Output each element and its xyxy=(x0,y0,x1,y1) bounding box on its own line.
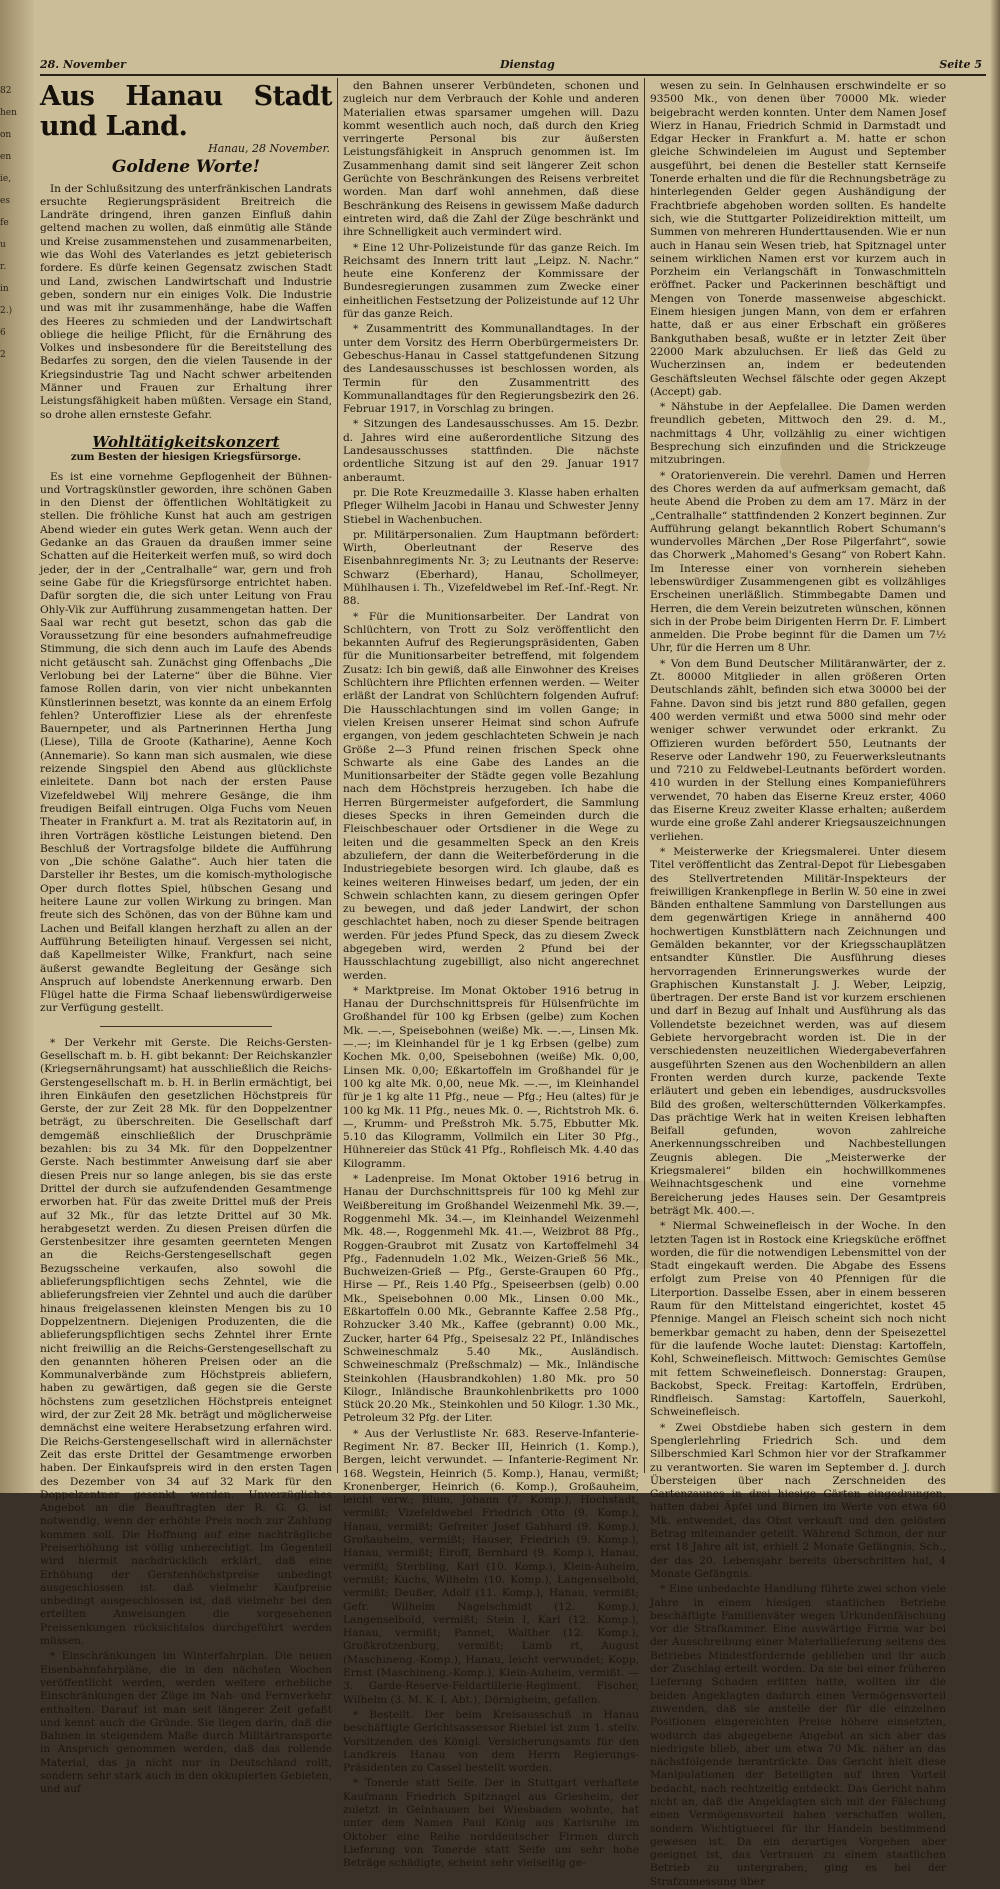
article-paragraph: * Nähstube in der Aepfelallee. Die Damen werden freundlich gebeten, Mittwoch den 29. d. M., nachmittags 4 Uhr, vollzählig zu einer wichtigen Besprechung sich einzufinden und die Strickzeuge mitzubringen. xyxy=(650,401,946,467)
header-page-number: Seite 5 xyxy=(939,58,982,71)
article-paragraph: * Oratorienverein. Die verehrl. Damen und Herren des Chores werden da auf aufmerksam gemacht, daß heute Abend die Proben zu dem am 17. März in der „Centralhalle“ stattfindenden 2 Konzert beginnen. Zur Aufführung gelangt bekanntlich Robert Schumann's wundervolles Märchen „Der Rose Pilgerfahrt“, sowie das Chorwerk „Mahomed's Gesang“ von Robert Kahn. Im Interesse einer von vornherein sieheben lebenswürdiger Zusammengenen gibt es vollzähliges Erscheinen unerläßlich. Stimmbegabte Damen und Herren, die dem Verein beizutreten wünschen, können sich in der Probe beim Dirigenten Herrn Dr. F. Limbert anmelden. Die Probe beginnt für die Damen um 7½ Uhr, für die Herren um 8 Uhr. xyxy=(650,469,947,655)
article-paragraph: * Einschränkungen im Winterfahrplan. Die neuen Eisenbahnfahrpläne, die in den nächsten Wochen veröffentlicht werden, werden weitere erhebliche Einschränkungen der Züge im Nah- und Fernverkehr enthalten. Darauf ist man seit längerer Zeit gefaßt und kennt auch die Gründe. Sie liegen darin, daß die Bahnen in steigendem Maße durch Militärtransporte in Anspruch genommen werden, daß das rollende Material, das ja nicht nur in Deutschland rollt, sondern sehr stark auch in den okkupierten Gebieten, und auf xyxy=(40,1650,332,1796)
article-paragraph: In der Schlußsitzung des unterfränkischen Landrats ersuchte Regierungspräsident Breitreich die Landräte dringend, ihren ganzen Einfluß dahin geltend machen zu wollen, daß einmütig alle Stände und Kreise zusammenstehen und zusammenarbeiten, wie das Wohl des Vaterlandes es jetzt gebieterisch fordere. Es dürfe keinen Gegensatz zwischen Stadt und Land, zwischen Landwirtschaft und Industrie geben, sondern nur ein einiges Volk. Die Industrie und was mit ihr zusammenhänge, habe die Waffen des Heeres zu schmieden und der Landwirtschaft obliege die heilige Pflicht, für die Ernährung des Volkes und insbesondere für die Bereitstellung des Bedarfes zu sorgen, den die vielen Tausende in der Kriegsindustrie Tag und Nacht schwer arbeitenden Männer und Frauen zur Erhaltung ihrer Leistungsfähigkeit haben müßten. Versage ein Stand, so drohe allen ernsteste Gefahr. xyxy=(40,182,332,421)
article-paragraph: * Meisterwerke der Kriegsmalerei. Unter diesem Titel veröffentlicht das Zentral-Depot für Liebesgaben des Stellvertretenden Militär-Inspekteurs der freiwilligen Krankenpflege in Berlin W. 50 eine in zwei Bänden enthaltene Sammlung von Darstellungen aus dem gegenwärtigen Kriege in annähernd 400 hochwertigen Kunstblättern nach Zeichnungen und Gemälden bekannter, vor der Kriegsschauplätzen entsandter Künstler. Die Ausführung dieses hervorragenden Erinnerungswerkes wurde der Graphischen Kunstanstalt J. J. Weber, Leipzig, übertragen. Der erste Band ist vor kurzem erschienen und darf in Bezug auf Inhalt und Ausführung als das Vollendetste bezeichnet werden, was auf diesem Gebiete hervorgebracht worden ist. Die in der verschiedensten neuzeitlichen Wiedergabeverfahren ausgeführten Szenen aus den Wochenbildern an allen Fronten werden durch kurze, packende Texte erläutert und geben ein lebendiges, ausdrucksvolles Bild des großen, welterschütternden Völkerkampfes. Das prächtige Werk hat in weiten Kreisen lebhaften Beifall gefunden, wovon zahlreiche Anerkennungsschreiben und Nachbestellungen Zeugnis ablegen. Die „Meisterwerke der Kriegsmalerei“ bilden ein hochwillkommenes Weihnachtsgeschenk und eine vornehme Bereicherung jedes Hauses sein. Der Gesamtpreis beträgt Mk. 400.—. xyxy=(650,845,946,1217)
article-paragraph: * Bestellt. Der beim Kreisausschuß in Hanau beschäftigte Gerichtsassessor Riebiel ist zum 1. stellv. Vorsitzenden des Königl. Versicherungsamts für den Landkreis Hanau von dem Herrn Regierungs-Präsidenten zu Cassel bestellt worden. xyxy=(343,1708,639,1775)
column-3 xyxy=(650,80,947,1888)
article-paragraph: * Marktpreise. Im Monat Oktober 1916 betrug in Hanau der Durchschnittspreis für Hülsenfrüchte im Großhandel für 100 kg Erbsen (gelbe) zum Kochen Mk. —.—, Speisebohnen (weiße) Mk. —.—, Linsen Mk. —.—; im Kleinhandel für je 1 kg Erbsen (gelbe) zum Kochen Mk. 0,00, Speisebohnen (weiße) Mk. 0,00, Linsen Mk. 0,00; Eßkartoffeln im Großhandel für je 100 kg alte Mk. 0,00, neue Mk. —.—, im Kleinhandel für je 1 kg alte 11 Pfg., neue — Pfg.; Heu (altes) für je 100 kg Mk. 11 Pfg., neues Mk. 0. —, Richtstroh Mk. 6.—, Krumm- und Preßstroh Mk. 5.75, Ebbutter Mk. 5.10 das Kilogramm, Vollmilch ein Liter 30 Pfg., Hühnereier das Stück 41 Pfg., Rohfleisch Mk. 4.40 das Kilogramm. xyxy=(343,984,639,1170)
article-paragraph: * Sitzungen des Landesausschusses. Am 15. Dezbr. d. Jahres wird eine außerordentliche Sitzung des Landesausschusses stattfinden. Die nächste ordentliche Sitzung ist auf den 29. Januar 1917 anberaumt. xyxy=(343,418,639,484)
header-date: 28. November xyxy=(40,58,126,71)
header-weekday: Dienstag xyxy=(500,58,555,71)
fragment-text: r. xyxy=(0,262,7,272)
fragment-text: ie, xyxy=(0,174,12,184)
article-paragraph: * Zusammentritt des Kommunallandtages. In der unter dem Vorsitz des Herrn Oberbürgermeisters Dr. Gebeschus-Hanau in Cassel stattgefundenen Sitzung des Landesausschusses ist beschlossen worden, als Termin für den Zusammentritt des Kommunallandtages für den Regierungsbezirk den 26. Februar 1917, in Vorschlag zu bringen. xyxy=(343,323,639,416)
article-paragraph: * Von dem Bund Deutscher Militäranwärter, der z. Zt. 80000 Mitglieder in allen größeren Orten Deutschlands zählt, befinden sich etwa 30000 bei der Fahne. Davon sind bis jetzt rund 880 gefallen, gegen 400 werden vermißt und etwa 5000 sind mehr oder weniger schwer verwundet oder erkrankt. Zu Offizieren wurden befördert 550, Leutnants der Reserve oder Landwehr 190, zu Feuerwerksleutnants und 7210 zu Feldwebel-Leutnants befördert worden. 410 wurden in der Stellung eines Kompanieführers verwendet, 70 haben das Eiserne Kreuz erster, 4060 das Eiserne Kreuz zweiter Klasse erhalten; außerdem wurde eine große Zahl anderer Kriegsauszeichnungen verliehen. xyxy=(650,657,946,843)
article-paragraph: * Aus der Verlustliste Nr. 683. Reserve-Infanterie-Regiment Nr. 87. Becker III, Heinrich (1. Komp.), Bergen, leicht verwundet. — Infanterie-Regiment Nr. 168. Wegstein, Heinrich (5. Komp.), Hanau, vermißt; Kronenberger, Heinrich (6. Komp.), Großauheim, leicht verw.; Blum, Johann (7. Komp.), Hochstadt, vermißt; Vizefeldwebel Friedrich Otto (9. Komp.), Hanau, vermißt; Gefreiter Josef Gabhard (9. Komp.), Großauheim, vermißt; Hauser, Friedrich (9. Komp.), Hanau, vermißt; Eiroff, Bernhard (9. Komp.), Hanau, vermißt; Sterbling, Karl (10. Komp.), Klein-Auheim, vermißt; Kuchs, Wilhelm (10. Komp.), Langenselbold, vermißt; Deußer, Adolf (11. Komp.), Hanau, vermißt; Gefr. Wilhelm Nagelschmidt (12. Komp.), Langenselbold, vermißt; Stein I, Karl (12. Komp.), Hanau, vermißt; Pannet, Walther (12. Komp.), Großkrotzenburg, vermißt; Lamb rt, August (Maschineng.-Komp.), Hanau, leicht verwundet; Kopp, Ernst (Maschineng.-Komp.), Klein-Auheim, vermißt. — 3. Garde-Reserve-Feldartillerie-Regiment. Fischer, Wilhelm (3. M. K. I. Abt.), Dörnigheim, gefallen. xyxy=(343,1427,639,1706)
article-paragraph: * Eine unbedachte Handlung führte zwei schon viele Jahre in einem hiesigen staatlichen Betriebe beschäftigte Familienväter wegen Urkundenfälschung vor die Strafkammer. Eine auswärtige Firma war bei der Ausschreibung einer Materiallieferung seitens des Betriebes Mindestfordernde geblieben und ihr auch der Zuschlag erteilt worden. Da sie bei einer früheren Lieferung Schaden erlitten hatte, wollten ihr die beiden Angeklagten dadurch einen Vermögensvorteil zuwenden, daß sie anstelle der für die einzelnen Positionen eingereichten Preise höhere einsetzten, wodurch das abgegebene Angebot an sich aber das niedrigste blieb, aber um etwa 70 Mk. näher an das nächstfolgende herantrückte. Das Gericht hielt diese Manipulationen der Beteiligten auf ihren Vorteil bedacht, nach rechtzeitig entdeckt. Das Gericht nahm nicht an, daß die Angeklagten sich mit der Fälschung einen Vermögensvorteil haben verschaffen wollen, sondern Wichtigtuerei für ihr Handeln bestimmend gewesen ist. Da ein derartiges Vorgehen aber geeignet ist, das Vertrauen zu einem staatlichen Betrieb zu untergraben, ging es bei der Strafzumessung über xyxy=(650,1583,946,1888)
section-masthead: Aus Hanau Stadt und Land. xyxy=(40,81,332,142)
dateline: Hanau, 28 November. xyxy=(208,142,330,155)
article-paragraph: den Bahnen unserer Verbündeten, schonen und zugleich nur dem Verbrauch der Kohle und anderen Materialien etwas sparsamer umgehen will. Dazu kommt wesentlich auch noch, daß durch den Krieg verringerte Personal bis zur äußersten Leistungsfähigkeit in Anspruch genommen ist. Im Zusammenhang damit sind seit längerer Zeit schon Gerüchte von Beschränkungen des Reisens verbreitet worden. Man darf wohl annehmen, daß diese Beschränkung des Reisens in gewissem Maße dadurch eintreten wird, daß die Zahl der Züge beschränkt und ihre Schnelligkeit auch vermindert wird. xyxy=(343,80,639,239)
article-heading: Wohltätigkeitskonzert xyxy=(92,432,280,451)
fragment-text: 2 xyxy=(0,350,6,360)
article-heading: Goldene Worte! xyxy=(111,157,261,178)
article-paragraph: * Tonerde statt Seife. Der in Stuttgart verhaftete Kaufmann Friedrich Spitznagel aus Griesheim, der zuletzt in Gelnhausen bei Wiesbaden wohnte, hat unter dem Namen Paul König aus Karlsruhe im Oktober eine Reihe norddeutscher Firmen durch Lieferung von Tonerde statt Seife um sehr hohe Beträge schädigte, scheint sehr vielseitig ge- xyxy=(343,1777,639,1870)
article-paragraph: * Für die Munitionsarbeiter. Der Landrat von Schlüchtern, von Trott zu Solz veröffentlicht den bekannten Aufruf des Regierungspräsidenten, Gaben für die Munitionsarbeiter betreffend, mit folgendem Zusatz: Ich bin gewiß, daß alle Einwohner des Kreises Schlüchtern ihre Pflichten erfennen werden. — Weiter erläßt der Landrat von Schlüchtern folgenden Aufruf: Die Hausschlachtungen sind im vollen Gange; in vielen Kreisen unserer Heimat sind schon Aufrufe ergangen, von jedem geschlachteten Schwein je nach Größe 2—3 Pfund reinen frischen Speck ohne Schwarte als eine Gabe des Landes an die Munitionsarbeiter der Städte gegen volle Bezahlung nach dem Höchstpreis herzugeben. Ich habe die Herren Bürgermeister aufgefordert, die Sammlung dieses Specks in ihren Gemeinden durch die Fleischbeschauer oder Ortsdiener in die Wege zu leiten und die gesammelten Speck an den Kreis abzuliefern, der dann die Weiterbeförderung in die Industriegebiete besorgen wird. Ich glaube, daß es keines weiteren Hinweises bedarf, um jeden, der ein Schwein schlachten kann, zu diesem geringen Opfer zu bewegen, und daß jeder Landwirt, der schon geschlachtet haben, noch zu dieser Spende beitragen werden. Für jedes Pfund Speck, das zu diesem Zweck abgegeben wird, werden 2 Pfund bei der Hausschlachtung zugebilligt, also nicht angerechnet werden. xyxy=(343,610,639,982)
article-paragraph: * Der Verkehr mit Gerste. Die Reichs-Gersten-Gesellschaft m. b. H. gibt bekannt: Der Reichskanzler (Kriegsernährungsamt) hat ausschließlich die Reichs-Gerstengesellschaft m. b. H. in Berlin ermächtigt, bei ihren Einkäufen den gesetzlichen Höchstpreis für Gerste, der zur Zeit 28 Mk. für den Doppelzentner beträgt, zu überschreiten. Die Gesellschaft darf demgemäß einschließlich der Druschprämie bezahlen: bis zu 34 Mk. für den Doppelzentner Gerste. Nach bestimmter Anweisung darf sie aber diesen Preis nur so lange anlegen, bis sie das erste Drittel der durch sie aufzufendenden Gesamtmenge erworben hat. Für das zweite Drittel muß der Preis auf 32 Mk., für das letzte Drittel auf 30 Mk. herabgesetzt werden. Zu diesen Preisen dürfen die Gerstenbesitzer ihre gesamten geernteten Mengen an die Reichs-Gerstengesellschaft gegen Bezugsscheine verkaufen, also sowohl die ablieferungspflichtigen sechs Zehntel, wie die ablieferungsfreien vier Zehntel und auch die darüber hinaus freigelassenen kleinsten Mengen bis zu 10 Doppelzentnern. Diejenigen Produzenten, die die ablieferungspflichtigen sechs Zehntel ihrer Ernte nicht freiwillig an die Reichs-Gerstengesellschaft zu den genannten höheren Preisen oder an die Kommunalverbände zum Höchstpreis abliefern, haben zu gewärtigen, daß gegen sie die Gerste höchstens zum gesetzlichen Höchstpreis enteignet wird, der zur Zeit 28 Mk. beträgt und möglicherweise demnächst eine weitere Herabsetzung erfahren wird. Die Reichs-Gerstengesellschaft wird in allernächster Zeit das erste Drittel der Gesamtmenge erworben haben. Der Einkaufspreis wird in den ersten Tagen des Dezember von 34 auf 32 Mark für den Doppelzentner gesenkt werden. Unverzügliches Angebot an die Beauftragten der R. G. G. ist notwendig, wenn der erhöhte Preis noch zur Zahlung kommen soll. Die Hoffnung auf eine nachträgliche Preiserhöhung ist völlig unberechtigt. Im Gegenteil wird hiermit nachdrücklich erklärt, daß eine Erhöhung der Gerstenhöchstpreise unbedingt ausgeschlossen ist. daß vielmehr Kaufpreise unbedingt ausgeschlossen ist, daß vielmehr bei den erteilten Anweisungen die vorgesehenen Preissenkungen rücksichtslos durchgeführt werden müssen. xyxy=(40,1036,332,1648)
article-paragraph: Es ist eine vornehme Gepflogenheit der Bühnen- und Vortragskünstler geworden, ihre schönen Gaben in den Dienst der öffentlichen Wohltätigkeit zu stellen. Die fröhliche Kunst hat auch am gestrigen Abend wieder ein gutes Werk getan. Wenn auch der Gedanke an das Grauen da draußen immer seine Schatten auf die Heiterkeit werfen muß, so wird doch jeder, der in der „Centralhalle“ war, gern und froh seine Gabe für die Kriegsfürsorge entrichtet haben. Dafür sorgten die, die sich unter Leitung von Frau Ohly-Vik zur Aufführung zusammengetan hatten. Der Saal war recht gut besetzt, schon das gab die Voraussetzung für eine besonders aufnahmefreudige Stimmung, die sich denn auch im Laufe des Abends nicht getäuscht sah. Zunächst ging Offenbachs „Die Verlobung bei der Laterne“ über die Bühne. Vier famose Rollen darin, von vier nicht unbekannten Künstlerinnen besetzt, was konnte da an einem Erfolg fehlen? Unteroffizier Liese als der ehrenfeste Bauernpeter, und als Partnerinnen Hertha Jung (Liese), Tilla de Groote (Katharine), Aenne Koch (Annemarie). So kann man sich ausmalen, wie diese reizende Singspiel den Abend aus glücklichste einleitete. Dann bot nach der ersten Pause Vizefeldwebel Wilj mehrere Gesänge, die ihm freudigen Beifall eintrugen. Olga Fuchs vom Neuen Theater in Frankfurt a. M. trat als Rezitatorin auf, in ihren Vorträgen köstliche Leistungen bietend. Den Beschluß der Vortragsfolge bildete die Aufführung von „Die schöne Galathe“. Auch hier taten die Darsteller ihr Bestes, um die komisch-mythologische Oper durch flottes Spiel, hübschen Gesang und heitere Laune zur vollen Wirkung zu bringen. Man freute sich des Schönen, das von der Bühne kam und Lachen und Beifall klangen herzhaft zu allen an der Aufführung Beteiligten hinauf. Vergessen sei nicht, daß Kapellmeister Wilke, Frankfurt, nach seine äußerst gewandte Begleitung der Gesänge sich Anspruch auf lobendste Anerkennung erwarb. Den Flügel hatte die Firma Schaaf liebenswürdigerweise zur Verfügung gestellt. xyxy=(40,470,332,1015)
fragment-text: in xyxy=(0,284,9,294)
article-paragraph: wesen zu sein. In Gelnhausen erschwindelte er so 93500 Mk., von denen über 70000 Mk. wieder beigebracht werden konnten. Unter dem Namen Josef Wierz in Hanau, Friedrich Schmid in Darmstadt und Edgar Hecker in Frankfurt a. M. hatte er schon gleiche Schwindeleien im August und September ausgeführt, bei denen die Besteller statt Kernseife Tonerde erhalten und die für die Rechnungsbeträge zu hinterlegenden Gelder gegen Aushändigung der Frachtbriefe abgehoben worden sollten. Es handelte sich, wie die Stuttgarter Polizeidirektion mitteilt, um Summen von mehreren Hunderttausenden. Wie er nun auch in Hanau sein Wesen trieb, hat Spitznagel unter seinem wirklichen Namen erst vor kurzem auch in Porzheim ein Verlangschäft in Tonwaschmitteln eröffnet. Packer und Packerinnen beschäftigt und Mengen von Tonerde massenweise abgeschickt. Einem hiesigen jungen Mann, von dem er erfahren hatte, daß er aus einer Erbschaft ein größeres Bankguthaben besaß, wußte er in letzter Zeit über 22000 Mark abzuluchsen. Er ließ das Geld zu Wucherzinsen an, indem er bedeutenden Geschäftsleuten Wechsel fälschte oder gegen Akzept (Accept) gab. xyxy=(650,80,946,398)
fragment-text: 82 xyxy=(0,86,12,96)
column-rule xyxy=(337,78,338,1473)
column-2 xyxy=(343,80,639,1870)
column-rule xyxy=(644,78,645,1473)
column-1 xyxy=(40,80,332,1796)
article-paragraph: pr. Militärpersonalien. Zum Hauptmann befördert: Wirth, Oberleutnant der Reserve des Eisenbahnregiments Nr. 3; zu Leutnants der Reserve: Schwarz (Eberhard), Hanau, Schollmeyer, Mühlhausen i. Th., Vizefeldwebel im Ref.-Inf.-Regt. Nr. 88. xyxy=(343,528,639,608)
article-paragraph: * Zwei Obstdiebe haben sich gestern in dem Spenglerlehrling Friedrich Sch. und dem Silberschmied Karl Schmon hier vor der Strafkammer zu verantworten. Sie waren im September d. J. durch Übersteigen über nach Zerschneiden des Gartenzaunes in drei hiesige Gärten eingedrungen, hatten dabei Äpfel und Birnen im Werte von etwa 60 Mk. entwendet, das Obst verkauft und den gelösten Betrag miteinander geteilt. Während Schmon, der nur erst 18 Jahre alt ist, erhielt 2 Monate Gefängnis, Sch., der das 20. Lebensjahr bereits überschritten hat, 4 Monate Gefängnis. xyxy=(650,1421,946,1580)
fragment-text: en xyxy=(0,152,12,162)
article-subheading: zum Besten der hiesigen Kriegsfürsorge. xyxy=(70,452,302,464)
fragment-text: fe xyxy=(0,218,9,228)
article-paragraph: pr. Die Rote Kreuzmedaille 3. Klasse haben erhalten Pfleger Wilhelm Jacobi in Hanau und Schwester Jenny Stiebel in Wachenbuchen. xyxy=(343,486,639,526)
page-header xyxy=(40,58,986,76)
fragment-text: on xyxy=(0,130,12,140)
fragment-text: 2.) xyxy=(0,306,13,316)
fragment-text: es xyxy=(0,196,10,206)
page-edge xyxy=(990,0,1000,1493)
fragment-text: 6 xyxy=(0,328,6,338)
article-paragraph: * Niermal Schweinefleisch in der Woche. In den letzten Tagen ist in Rostock eine Kriegsküche eröffnet worden, die für die notwendigen Lebensmittel von der Stadt eingekauft werden. Die Abgabe des Essens erfolgt zum Preise von 40 Pfennigen für die Literportion. Dasselbe Essen, aber in einem besseren Raum für den Mittelstand eingerichtet, kostet 45 Pfennige. Mangel an Fleisch scheint sich noch nicht bemerkbar gemacht zu haben, denn der Speisezettel für die laufende Woche lautet: Dienstag: Kartoffeln, Kohl, Schweinefleisch. Mittwoch: Gemischtes Gemüse mit fettem Schweinefleisch. Donnerstag: Graupen, Backobst, Speck. Freitag: Kartoffeln, Erdrüben, Rindfleisch. Samstag: Kartoffeln, Sauerkohl, Schweinefleisch. xyxy=(650,1220,946,1419)
adjacent-page-fragment xyxy=(0,80,30,780)
article-paragraph: * Ladenpreise. Im Monat Oktober 1916 betrug in Hanau der Durchschnittspreis für 100 kg Mehl zur Weißbereitung im Großhandel Weizenmehl Mk. 39.—, Roggenmehl Mk. 34.—, im Kleinhandel Weizenmehl Mk. 48.—, Roggenmehl Mk. 41.—, Weizbrot 88 Pfg., Roggen-Graubrot mit Zusatz von Kartoffelmehl 34 Pfg., Fadennudeln 1.02 Mk., Weizen-Grieß 56 Mk., Buchweizen-Grieß — Pfg., Gerste-Graupen 60 Pfg., Hirse — Pf., Reis 1.40 Pfg., Speiseerbsen (gelb) 0.00 Mk., Speisebohnen 0.00 Mk., Linsen 0.00 Mk., Eßkartoffeln 0.00 Mk., Gebrannte Kaffee 2.58 Pfg., Rohzucker 3.40 Mk., Kaffee (gebrannt) 0.00 Mk., Zucker, harter 64 Pfg., Speisesalz 22 Pf., Inländisches Schweineschmalz 5.40 Mk., Ausländisch. Schweineschmalz (Preßschmalz) — Mk., Inländische Steinkohlen (Hausbrandkohlen) 1.80 Mk. pro 50 Kilogr., Inländische Braunkohlenbriketts pro 1000 Stück 20.20 Mk., Steinkohlen und 50 Kilogr. 1.30 Mk., Petroleum 32 Pfg. der Liter. xyxy=(343,1173,639,1425)
divider xyxy=(100,1026,272,1027)
fragment-text: hen xyxy=(0,108,17,118)
article-paragraph: * Eine 12 Uhr-Polizeistunde für das ganze Reich. Im Reichsamt des Innern tritt laut „Leipz. N. Nachr.“ heute eine Konferenz der Kommissare der Bundesregierungen zusammen zum Zwecke einer einheitlichen Festsetzung der Polizeistunde auf 12 Uhr für das ganze Reich. xyxy=(343,241,639,321)
fragment-text: u xyxy=(0,240,6,250)
